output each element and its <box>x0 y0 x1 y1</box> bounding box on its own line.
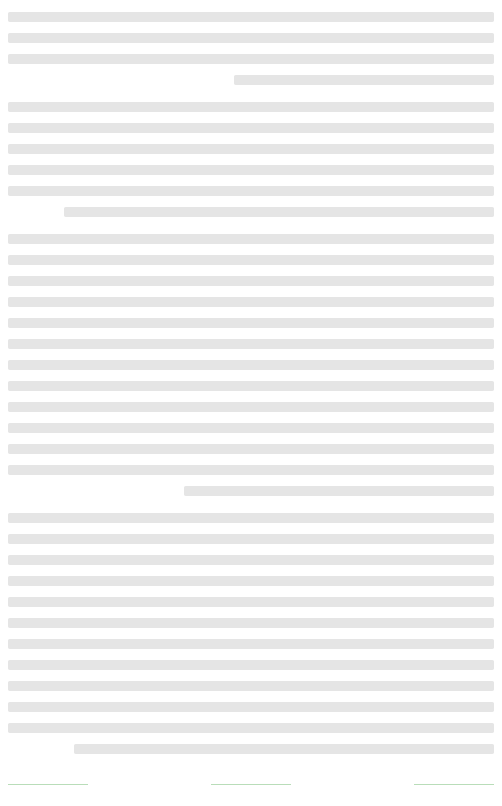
text-line <box>8 234 494 244</box>
text-line <box>8 276 494 286</box>
text-line <box>8 12 494 22</box>
text-line <box>8 444 494 454</box>
text-line <box>8 723 494 733</box>
text-line <box>8 639 494 649</box>
text-line <box>8 681 494 691</box>
text-line <box>8 555 494 565</box>
text-line <box>8 423 494 433</box>
text-line <box>184 486 494 496</box>
signature-line <box>8 764 494 788</box>
text-line <box>8 465 494 475</box>
text-line <box>8 534 494 544</box>
text-line <box>8 318 494 328</box>
text-line <box>8 297 494 307</box>
text-line <box>8 54 494 64</box>
text-line <box>8 339 494 349</box>
text-line <box>8 618 494 628</box>
text-line <box>64 207 494 217</box>
text-line <box>8 513 494 523</box>
text-line <box>8 360 494 370</box>
text-line <box>234 75 494 85</box>
signature-author <box>211 768 291 785</box>
text-line <box>74 744 494 754</box>
text-line <box>8 576 494 586</box>
text-line <box>8 165 494 175</box>
signature-date <box>8 768 88 785</box>
text-line <box>8 402 494 412</box>
text-line <box>8 123 494 133</box>
text-line <box>8 381 494 391</box>
text-line <box>8 255 494 265</box>
text-line <box>8 597 494 607</box>
text-line <box>8 144 494 154</box>
text-line <box>8 33 494 43</box>
signature-organization <box>414 768 494 785</box>
text-line-placeholders <box>8 6 494 758</box>
text-line <box>8 702 494 712</box>
text-line <box>8 660 494 670</box>
text-line <box>8 102 494 112</box>
text-line <box>8 186 494 196</box>
